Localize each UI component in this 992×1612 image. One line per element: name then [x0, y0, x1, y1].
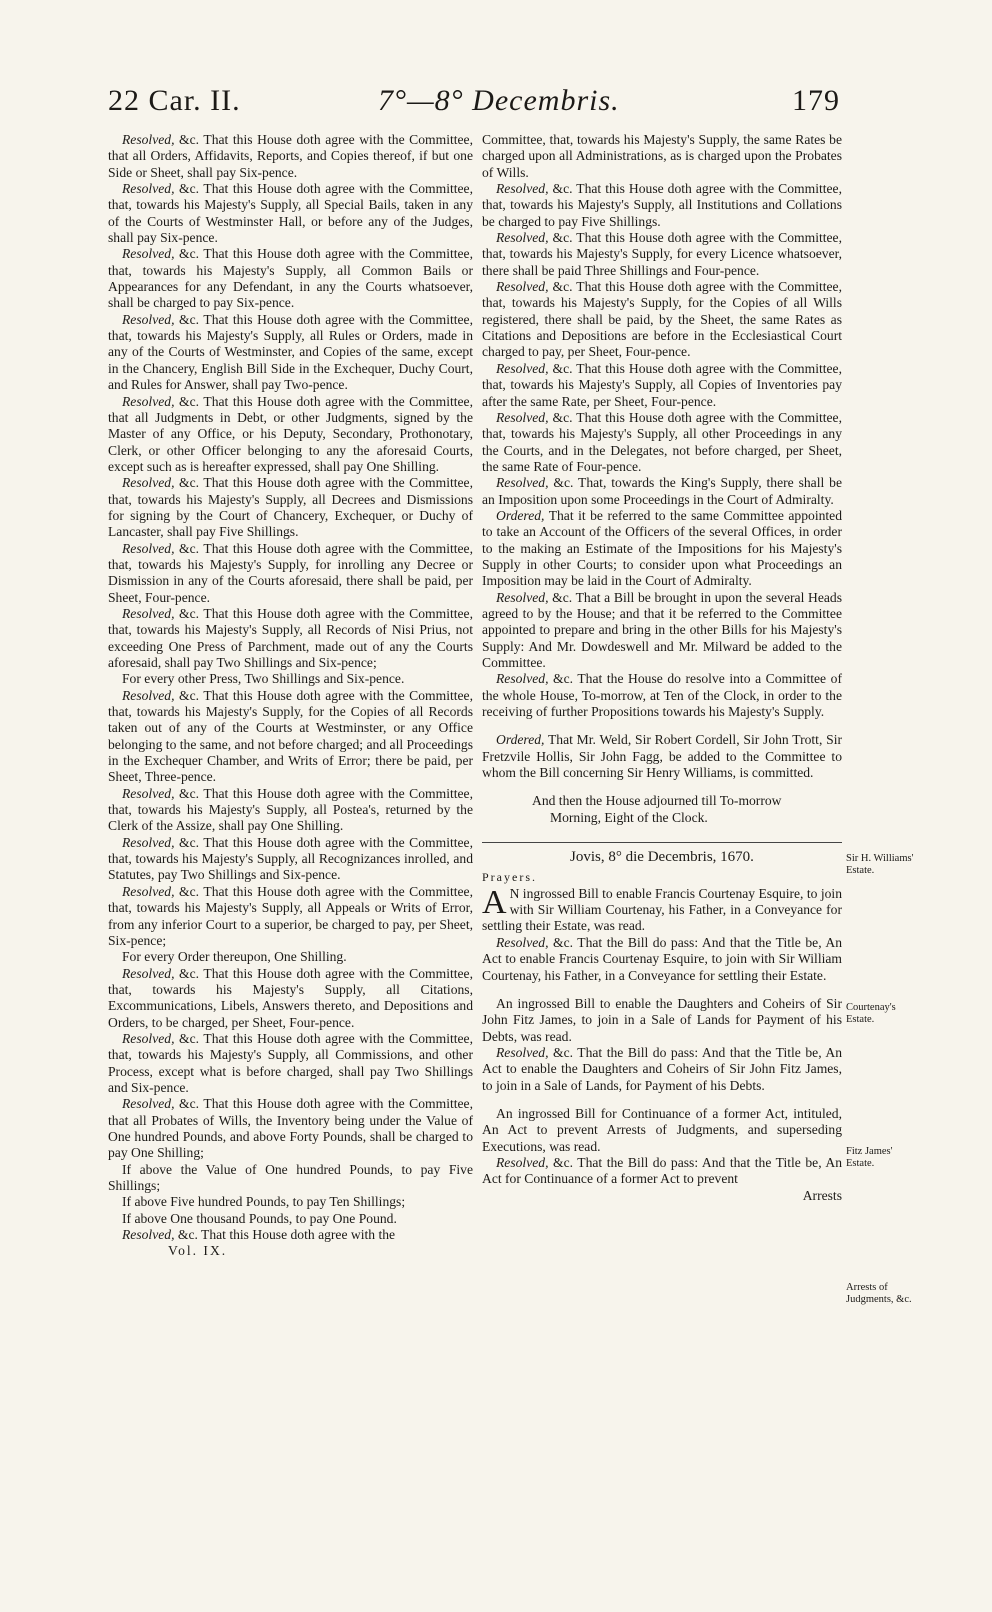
resolution-keyword: Resolved, — [122, 132, 175, 147]
resolution-paragraph: Resolved, &c. That the Bill do pass: And that the Title be, An Act for Continuance of a former Act to prevent — [482, 1154, 842, 1187]
resolution-keyword: Resolved, — [122, 687, 175, 703]
adjournment-line: And then the House adjourned till To-morrow — [532, 793, 782, 809]
resolution-paragraph: Resolved, &c. That the Bill do pass: And that the Title be, An Act to enable the Daughters and Coheirs of Sir John Fitz James, to join in a Sale of Lands, for Payment of his Debts. — [482, 1044, 842, 1093]
resolution-keyword: Resolved, — [122, 834, 175, 850]
margin-note-fitz-james: Fitz James' Estate. — [846, 1146, 893, 1169]
resolution-paragraph: Resolved, &c. That this House doth agree with the Committee, that, towards his Majesty's Supply, all Appeals or Writs of Error, from any inferior Court to a superior, be charged to pay, per Sheet, Six-pence; — [108, 883, 473, 948]
section-rule — [482, 842, 842, 843]
adjournment-line: Morning, Eight of the Clock. — [550, 809, 708, 825]
resolution-paragraph: Resolved, &c. That this House doth agree with the Committee, that, towards his Majesty's Supply, all Postea's, returned by the Clerk of the Assize, shall pay One Shilling. — [108, 785, 473, 834]
resolution-keyword: Resolved, — [122, 605, 175, 621]
resolution-keyword: Resolved, — [122, 883, 175, 899]
resolution-paragraph: Resolved, &c. That this House doth agree with the Committee, that all Judgments in Debt, or other Judgments, signed by the Master of any Office, or his Deputy, Secondary, Prothonotary, Clerk, or other Officer belonging to any the aforesaid Courts, except such as is hereafter expressed, shall pay One Shilling. — [108, 393, 473, 474]
resolution-paragraph: Resolved, &c. That this House doth agree with the — [122, 1227, 396, 1243]
resolution-keyword: Resolved, — [496, 230, 549, 246]
resolution-paragraph: If above One thousand Pounds, to pay One Pound. — [122, 1210, 397, 1226]
resolution-paragraph: Resolved, &c. That this House doth agree with the Committee, that, towards his Majesty's Supply, for every Licence whatsoever, there shall be paid Three Shillings and Four-pence. — [482, 230, 842, 278]
resolution-keyword: Resolved, — [122, 311, 175, 327]
resolution-paragraph: For every Order thereupon, One Shilling. — [122, 949, 347, 965]
bill-paragraph: An ingrossed Bill for Continuance of a former Act, intituled, An Act to prevent Arrests of Judgments, and superseding Executions, was read. — [482, 1105, 842, 1154]
resolution-keyword: Resolved, — [122, 475, 175, 491]
resolution-keyword: Resolved, — [122, 181, 175, 197]
order-paragraph: Ordered, That it be referred to the same Committee appointed to take an Account of the Officers of the several Offices, in order to the making an Estimate of the Impositions for his Majesty's Supply in other Courts; to consider upon what Proceedings an Imposition may be laid in the Court of Admiralty. — [482, 507, 842, 589]
resolution-paragraph: Resolved, &c. That this House doth agree with the Committee, that, towards his Majesty's Supply, all Special Bails, taken in any of the Courts of Westminster Hall, or before any of the Judges, shall pay Six-pence. — [108, 181, 473, 246]
resolution-paragraph: For every other Press, Two Shillings and Six-pence. — [122, 671, 405, 687]
resolution-keyword: Resolved, — [122, 1096, 175, 1112]
resolution-paragraph: Resolved, &c. That the House do resolve into a Committee of the whole House, To-morrow, at Ten of the Clock, in order to the receiving of further Propositions towards his Majesty's Supply. — [482, 671, 842, 720]
resolution-keyword: Resolved, — [122, 1227, 175, 1243]
resolution-paragraph: Resolved, &c. That this House doth agree with the Committee, that, towards his Majesty's Supply, all Citations, Excommunications, Libels, Answers thereto, and Depositions and Orders, to be charged, per Sheet, Four-pence. — [108, 965, 473, 1030]
resolution-paragraph: Resolved, &c. That this House doth agree with the Committee, that, towards his Majesty's Supply, all Records of Nisi Prius, not exceeding One Press of Parchment, made out of any the Courts aforesaid, shall pay Two Shillings and Six-pence; — [108, 605, 473, 670]
resolution-keyword: Resolved, — [496, 409, 549, 425]
resolution-paragraph: Resolved, &c. That a Bill be brought in upon the several Heads agreed to by the House; and that it be referred to the Committee appointed to prepare and bring in the other Bills for his Majesty's Supply: And Mr. Dowdeswell and Mr. Milward be added to the Committee. — [482, 589, 842, 670]
resolution-paragraph: Resolved, &c. That this House doth agree with the Committee, that, towards his Majesty's Supply, for inrolling any Decree or Dismission in any of the Courts aforesaid, there shall be paid, per Sheet, Four-pence. — [108, 540, 473, 605]
resolution-keyword: Resolved, — [496, 279, 549, 295]
resolution-paragraph: Resolved, &c. That this House doth agree with the Committee, that, towards his Majesty's Supply, for the Copies of all Records taken out of any of the Courts at Westminster, or any Office belonging to the same, and not before charged; and all Proceedings in the Exchequer Chamber, and Writs of Error; there be paid, per Sheet, Three-pence. — [108, 687, 473, 785]
resolution-paragraph: Resolved, &c. That the Bill do pass: And that the Title be, An Act to enable Francis Courtenay Esquire, to join with Sir William Courtenay, his Father, in a Conveyance for settling their Estate. — [482, 934, 842, 983]
resolution-keyword: Ordered, — [496, 732, 545, 748]
resolution-paragraph: Resolved, &c. That this House doth agree with the Committee, that, towards his Majesty's Supply, all Rules or Orders, made in any of the Courts of Westminster, and Copies of the same, except in the Chancery, English Bill Side in the Exchequer, Duchy Court, and Rules for Answer, shall pay Two-pence. — [108, 311, 473, 393]
resolution-keyword: Resolved, — [496, 1154, 549, 1170]
margin-note-arrests: Arrests of Judgments, &c. — [846, 1282, 912, 1305]
bill-text: N ingrossed Bill to enable Francis Courtenay Esquire, to join with Sir William Courtenay, his Father, in a Conveyance for settling their Estate, was read. — [482, 885, 842, 934]
resolution-keyword: Resolved, — [122, 1030, 175, 1046]
resolution-paragraph: Resolved, &c. That this House doth agree with the Committee, that all Orders, Affidavits, Reports, and Copies thereof, if but one Side or Sheet, shall pay Six-pence. — [108, 132, 473, 180]
resolution-keyword: Resolved, — [496, 671, 549, 687]
resolution-paragraph: Resolved, &c. That this House doth agree with the Committee, that all Probates of Wills, the Inventory being under the Value of One hundred Pounds, and above Forty Pounds, shall be charged to pay One Shilling; — [108, 1096, 473, 1161]
resolution-paragraph: Resolved, &c. That, towards the King's Supply, there shall be an Imposition upon some Proceedings in the Court of Admiralty. — [482, 475, 842, 507]
left-column — [108, 132, 473, 1260]
resolution-paragraph: If above the Value of One hundred Pounds, to pay Five Shillings; — [108, 1161, 473, 1193]
right-column — [482, 132, 842, 1204]
margin-note-courtenay: Courtenay's Estate. — [846, 1002, 896, 1025]
resolution-paragraph: Resolved, &c. That this House doth agree with the Committee, that, towards his Majesty's Supply, all other Proceedings in any the Courts, and in the Delegates, not before charged, per Sheet, the same Rate of Four-pence. — [482, 409, 842, 474]
resolution-paragraph: Resolved, &c. That this House doth agree with the Committee, that, towards his Majesty's Supply, all Commissions, and other Process, except what is before charged, shall pay Two Shillings and Six-pence. — [108, 1030, 473, 1095]
header-regnal-year: 22 Car. II. — [108, 84, 241, 117]
resolution-paragraph: Resolved, &c. That this House doth agree with the Committee, that, towards his Majesty's Supply, all Common Bails or Appearances for any Defendant, in any the Courts whatsoever, shall be charged to pay Six-pence. — [108, 246, 473, 311]
bill-paragraph — [482, 883, 842, 935]
header-date: 7°—8° Decembris. — [378, 84, 620, 117]
resolution-paragraph: Resolved, &c. That this House doth agree with the Committee, that, towards his Majesty's Supply, all Decrees and Dismissions for signing by the Court of Chancery, Exchequer, or Duchy of Lancaster, shall pay Five Shillings. — [108, 475, 473, 540]
resolution-keyword: Resolved, — [122, 246, 175, 262]
prayers-label: Prayers. — [482, 870, 537, 885]
resolution-keyword: Resolved, — [496, 589, 549, 605]
margin-note-williams: Sir H. Williams' Estate. — [846, 853, 914, 876]
bill-paragraph: An ingrossed Bill to enable the Daughters and Coheirs of Sir John Fitz James, to join in a Sale of Lands for Payment of his Debts, was read. — [482, 995, 842, 1044]
volume-signature: Vol. IX. — [168, 1243, 228, 1259]
resolution-paragraph: Resolved, &c. That this House doth agree with the Committee, that, towards his Majesty's Supply, all Recognizances inrolled, and Statutes, pay Two Shillings and Six-pence. — [108, 834, 473, 883]
page-number: 179 — [792, 84, 840, 117]
resolution-keyword: Resolved, — [496, 360, 549, 376]
resolution-keyword: Resolved, — [496, 934, 549, 950]
resolution-keyword: Resolved, — [122, 540, 175, 556]
page-header — [108, 84, 840, 128]
resolution-keyword: Ordered, — [496, 507, 545, 523]
drop-capital: A — [482, 883, 507, 921]
resolution-paragraph: Resolved, &c. That this House doth agree with the Committee, that, towards his Majesty's Supply, for the Copies of all Wills registered, there shall be paid, by the Sheet, the same Rates as Citations and Depositions are before in the Ecclesiastical Court charged to pay, per Sheet, Four-pence. — [482, 279, 842, 360]
order-paragraph: Ordered, That Mr. Weld, Sir Robert Cordell, Sir John Trott, Sir Fretzvile Hollis, Sir John Fagg, be added to the Committee to whom the Bill concerning Sir Henry Williams, is committed. — [482, 732, 842, 781]
date-heading: Jovis, 8° die Decembris, 1670. — [570, 849, 754, 866]
resolution-paragraph: If above Five hundred Pounds, to pay Ten Shillings; — [122, 1194, 406, 1210]
resolution-paragraph: Resolved, &c. That this House doth agree with the Committee, that, towards his Majesty's Supply, all Copies of Inventories pay after the same Rate, per Sheet, Four-pence. — [482, 360, 842, 409]
resolution-keyword: Resolved, — [122, 785, 175, 801]
resolution-keyword: Resolved, — [496, 181, 549, 197]
resolution-keyword: Resolved, — [496, 1044, 549, 1060]
resolution-keyword: Resolved, — [122, 393, 175, 409]
resolution-keyword: Resolved, — [122, 965, 175, 981]
resolution-keyword: Resolved, — [496, 475, 549, 491]
resolution-paragraph: Committee, that, towards his Majesty's Supply, the same Rates be charged upon all Administrations, as is charged upon the Probates of Wills. — [482, 132, 842, 180]
resolution-paragraph: Resolved, &c. That this House doth agree with the Committee, that, towards his Majesty's Supply, all Institutions and Collations be charged to pay Five Shillings. — [482, 181, 842, 229]
catchword: Arrests — [802, 1187, 842, 1203]
